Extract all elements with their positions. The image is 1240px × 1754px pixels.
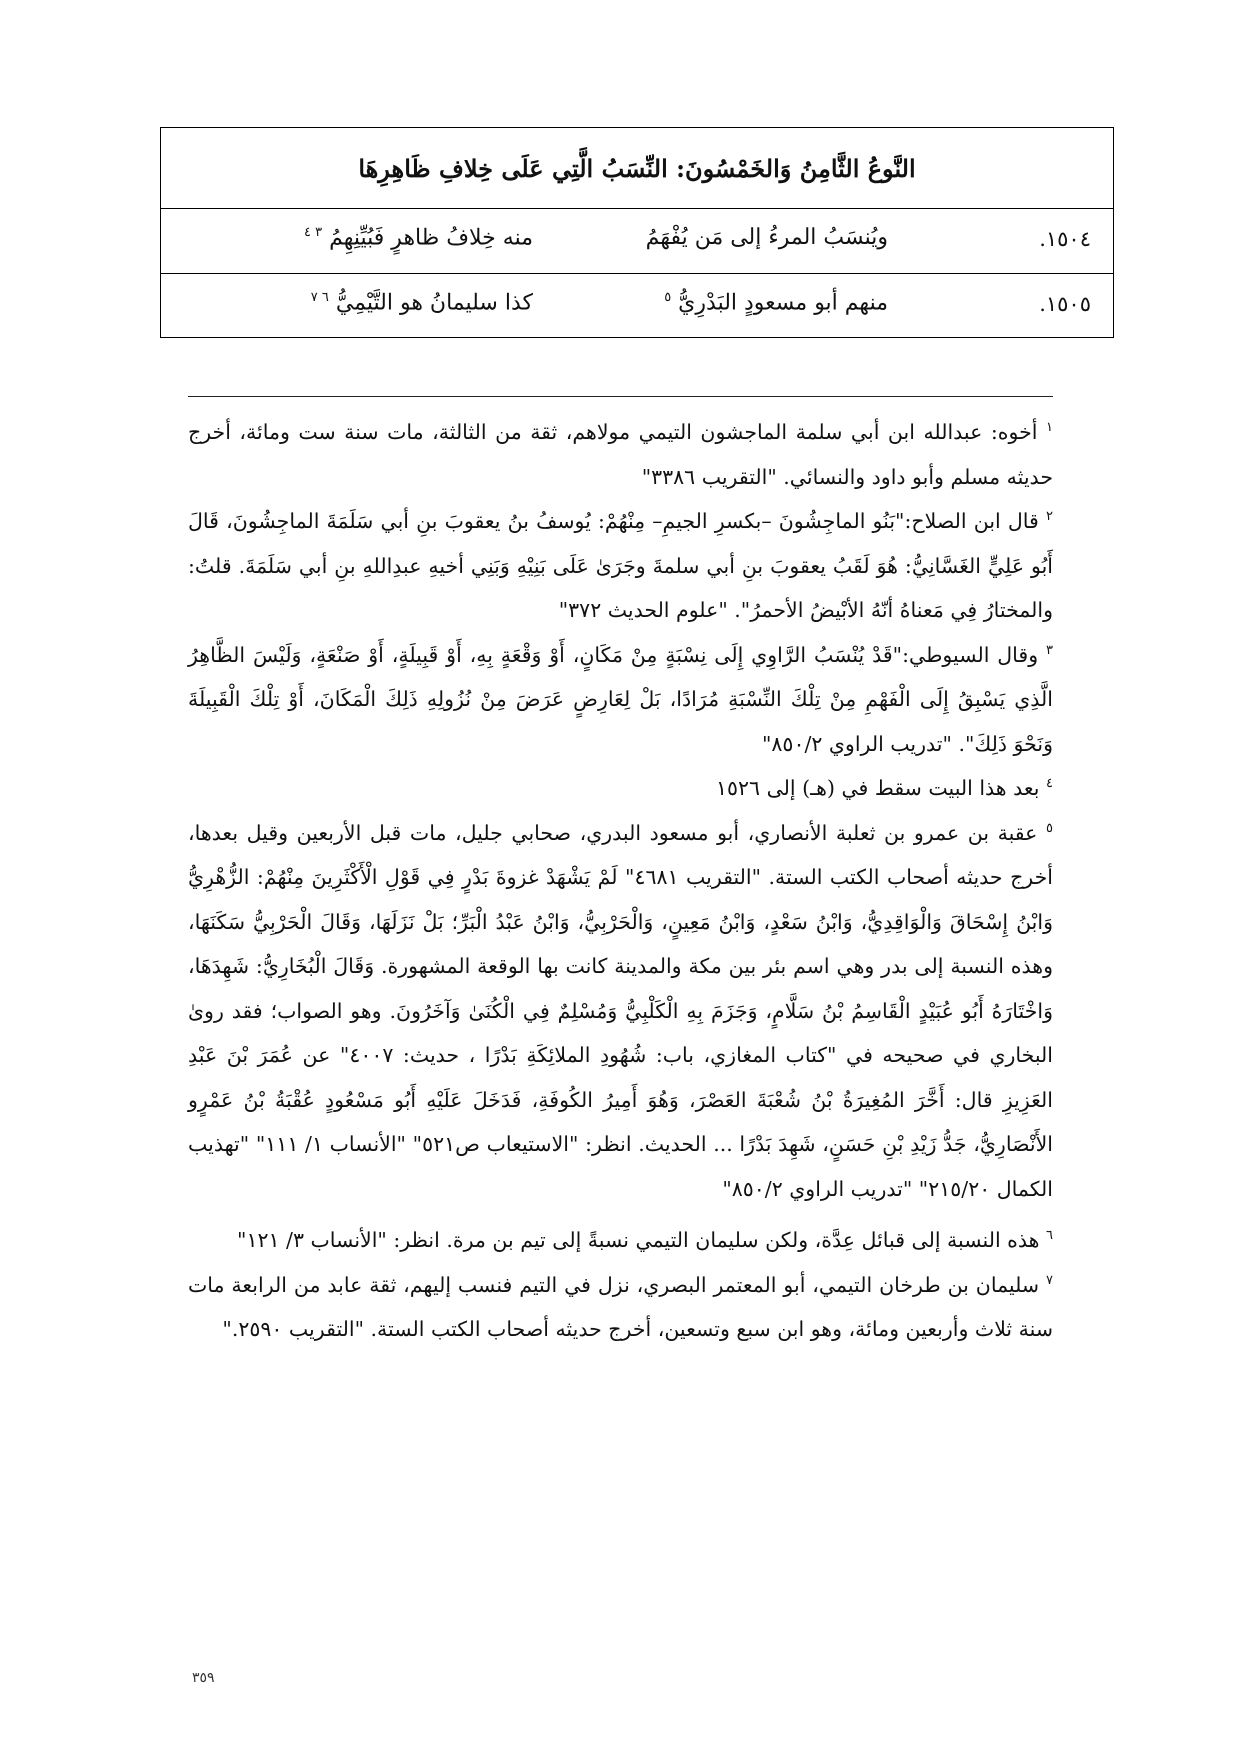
first-hemistich: ويُنسَبُ المرءُ إلى مَن يُفْهَمُ [645, 225, 888, 250]
footnote-mark: ٤ [1046, 776, 1053, 792]
footnote-4: $^٤$ بعد هذا البيت سقط في (هـ) إلى ١٥٢٦ [716, 776, 1053, 800]
footnote-mark: ٧ [1046, 1272, 1053, 1288]
verse-number: ١٥٠٥. [1039, 292, 1091, 316]
verse-number: ١٥٠٤. [1039, 227, 1091, 251]
chapter-title: النَّوعُ الثَّامِنُ وَالخَمْسُونَ: النِّسَبُ الَّتِي عَلَى خِلافِ ظَاهِرِهَا [161, 128, 1113, 209]
footnote-3: $^٣$ وقال السيوطي:"قَدْ يُنْسَبُ الرَّاوِي إِلَى نِسْبَةٍ مِنْ مَكَانٍ، أَوْ وَقْعَةٍ بِهِ، أَوْ قَبِيلَةٍ، أَوْ صَنْعَةٍ، وَلَيْسَ الظَّاهِرُ الَّذِي يَسْبِقُ إِلَى الْفَهْمِ مِنْ تِلْكَ النِّسْبَةِ مُرَادًا، بَلْ لِعَارِضٍ عَرَضَ مِنْ نُزُولِهِ ذَلِكَ الْمَكَانَ، أَوْ تِلْكَ الْقَبِيلَةَ وَنَحْوَ ذَلِكَ". "تدريب الراوي ٨٥٠/٢" [188, 642, 1053, 756]
verse-table [160, 127, 1114, 338]
footnote-separator [188, 396, 1053, 397]
footnote-1: $^١$ أخوه: عبدالله ابن أبي سلمة الماجشون التيمي مولاهم، ثقة من الثالثة، مات سنة ست ومائة، أخرج حديثه مسلم وأبو داود والنسائي. "التقريب ٣٣٨٦" [188, 420, 1053, 489]
footnote-markers: ٣ ٤ [303, 225, 323, 240]
footnote-7: $^٧$ سليمان بن طرخان التيمي، أبو المعتمر البصري، نزل في التيم فنسب إليهم، ثقة عابد من الرابعة مات سنة ثلاث وأربعين ومائة، وهو ابن سبع وتسعين، أخرج حديثه أصحاب الكتب الستة. "التقريب ٢٥٩٠." [188, 1272, 1053, 1341]
footnote-markers: ٦ ٧ [310, 290, 329, 305]
verse-row [161, 209, 1113, 273]
footnote-5: $^٥$ عقبة بن عمرو بن ثعلبة الأنصاري، أبو مسعود البدري، صحابي جليل، مات قبل الأربعين وقيل بعدها، أخرج حديثه أصحاب الكتب الستة. "التقريب ٤٦٨١" لَمْ يَشْهَدْ غزوةَ بَدْرٍ فِي قَوْلِ الْأَكْثَرِينَ مِنْهُمْ: الزُّهْرِيُّ وَابْنُ إِسْحَاقَ وَالْوَاقِدِيُّ، وَابْنُ سَعْدٍ، وَابْنُ مَعِينٍ، وَالْحَرْبِيُّ، وَابْنُ عَبْدُ الْبَرِّ؛ بَلْ نَزَلَهَا، وَقَالَ الْحَرْبِيُّ سَكَنَهَا، وهذه النسبة إلى بدر وهي اسم بئر بين مكة والمدينة كانت بها الوقعة المشهورة. وَقَالَ الْبُخَارِيُّ: شَهِدَهَا، وَاخْتَارَهُ أَبُو عُبَيْدٍ الْقَاسِمُ بْنُ سَلَّامٍ، وَجَزَمَ بِهِ الْكَلْبِيُّ وَمُسْلِمٌ فِي الْكُنَىٰ وَآخَرُونَ. وهو الصواب؛ فقد روىٰ البخاري في صحيحه في "كتاب المغازي، باب: شُهُودِ الملائِكَةِ بَدْرًا ، حديث: ٤٠٠٧" عن عُمَرَ بْنَ عَبْدِ العَزِيزِ قال: أَخَّرَ المُغِيرَةُ بْنُ شُعْبَةَ العَصْرَ، وَهُوَ أَمِيرُ الكُوفَةِ، فَدَخَلَ عَلَيْهِ أَبُو مَسْعُودٍ عُقْبَةُ بْنُ عَمْرٍو الأَنْصَارِيُّ، جَدُّ زَيْدِ بْنِ حَسَنٍ، شَهِدَ بَدْرًا ... الحديث. انظر: "الاستيعاب ص٥٢١" "الأنساب ١/ ١١١" "تهذيب الكمال ٢١٥/٢٠" "تدريب الراوي ٨٥٠/٢" [188, 820, 1053, 1201]
footnote-2: $^٢$ قال ابن الصلاح:"بَنُو الماجِشُونَ –بكسرِ الجيمِ– مِنْهُمْ: يُوسفُ بنُ يعقوبَ بنِ أبي سَلَمَةَ الماجِشُونَ، قَالَ أَبُو عَلِيٍّ الغَسَّانِيُّ: هُوَ لَقَبُ يعقوبَ بنِ أبي سلمةَ وجَرَىٰ عَلَى بَنِيْهِ وَبَنِي أخيهِ عبدِاللهِ بنِ أبي سَلَمَةَ. قلتُ: والمختارُ فِي مَعناهُ أنّهُ الأبْيضُ الأحمرُ". "علوم الحديث ٣٧٢" [188, 509, 1053, 622]
footnote-6: $^٦$ هذه النسبة إلى قبائل عِدَّة، ولكن سليمان التيمي نسبةً إلى تيم بن مرة. انظر: "الأنساب ٣/ ١٢١" [237, 1228, 1053, 1252]
footnote-mark: ٢ [1046, 509, 1053, 525]
second-hemistich: كذا سليمانُ هو التَّيْمِيُّ $^{٦ ٧}$ [310, 290, 533, 316]
footnote-mark: ٣ [1046, 642, 1053, 658]
verse-row [161, 273, 1113, 337]
footnote-mark: ١ [1046, 420, 1053, 436]
footnote-mark: ٥ [1046, 820, 1053, 836]
first-hemistich: منهم أبو مسعودٍ البَدْرِيُّ $^٥$ [664, 290, 888, 316]
footnotes [188, 410, 1053, 1352]
page-number: ٣٥٩ [192, 1670, 215, 1686]
footnote-mark: ٦ [1046, 1228, 1053, 1244]
footnote-marker: ٥ [664, 290, 672, 305]
second-hemistich: منه خِلافُ ظاهرٍ فَبُيِّنِهِمُ $^{٣ ٤}$ [303, 225, 533, 251]
